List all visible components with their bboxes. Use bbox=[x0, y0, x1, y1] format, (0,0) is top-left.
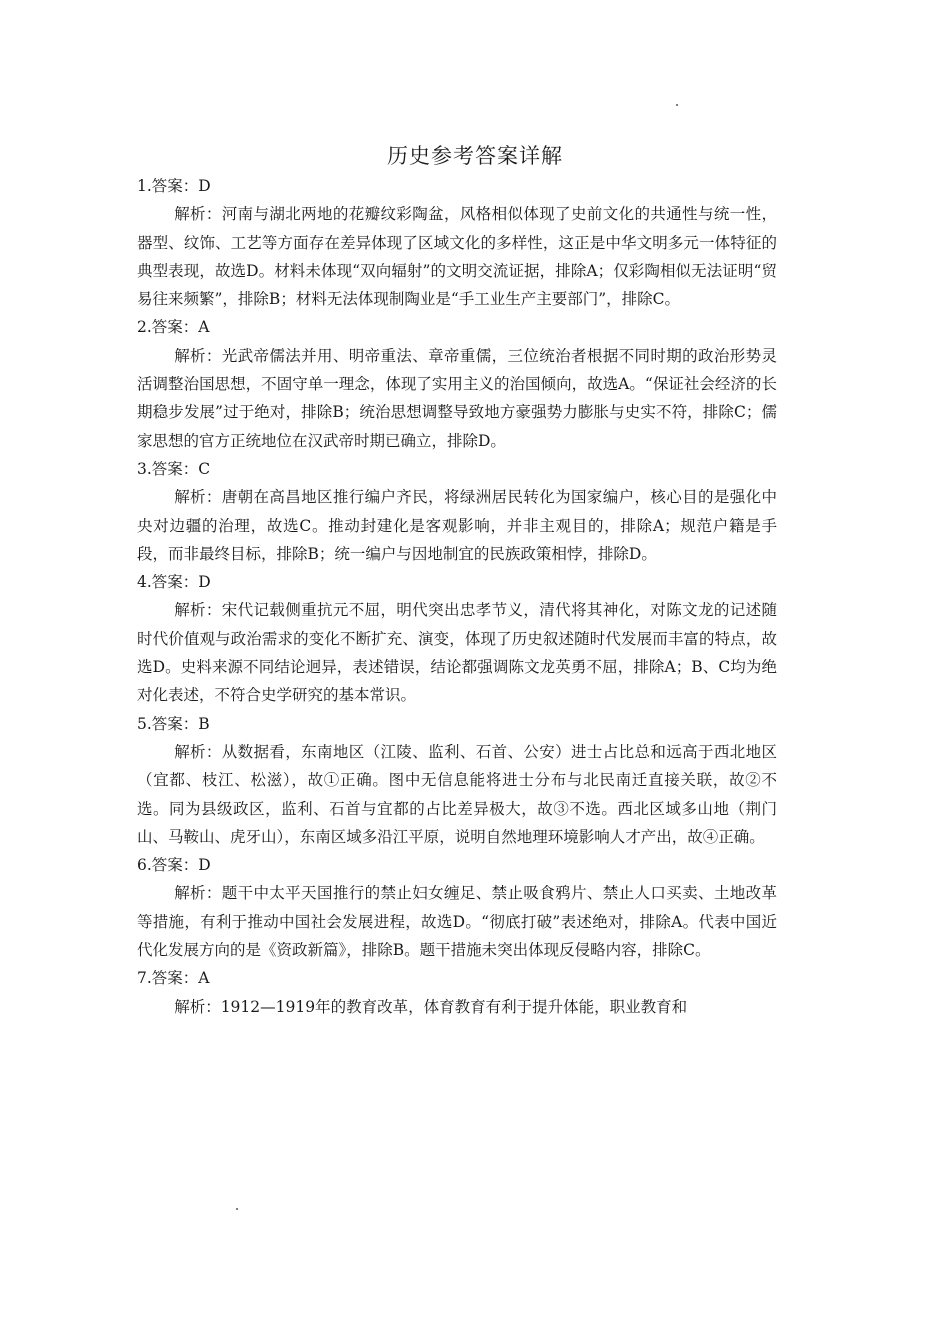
answer-list bbox=[137, 172, 777, 1021]
answer-item-4 bbox=[137, 568, 777, 709]
answer-item-7 bbox=[137, 964, 777, 1021]
answer-item-3 bbox=[137, 455, 777, 568]
answer-line: 5.答案：B bbox=[137, 714, 210, 733]
answer-line: 3.答案：C bbox=[137, 459, 211, 478]
answer-line: 7.答案：A bbox=[137, 969, 210, 988]
analysis-paragraph: 解析：河南与湖北两地的花瓣纹彩陶盆，风格相似体现了史前文化的共通性与统一性，器型、纹饰、工艺等方面存在差异体现了区域文化的多样性，这正是中华文明多元一体特征的典型表现，故选D。材料未体现“双向辐射”的文明交流证据，排除A；仅彩陶相似无法证明“贸易往来频繁”，排除B；材料无法体现制陶业是“手工业生产主要部门”，排除C。 bbox=[137, 205, 777, 309]
answer-item-1 bbox=[137, 172, 777, 313]
answer-line: 4.答案：D bbox=[137, 573, 211, 592]
page-dot-top bbox=[676, 104, 678, 106]
answer-line: 1.答案：D bbox=[137, 177, 211, 195]
answer-line: 6.答案：D bbox=[137, 856, 211, 875]
page-title: 历史参考答案详解 bbox=[387, 144, 563, 168]
answer-item-6 bbox=[137, 851, 777, 964]
analysis-paragraph: 解析：1912—1919年的教育改革，体育教育有利于提升体能，职业教育和 bbox=[174, 997, 688, 1016]
analysis-paragraph: 解析：宋代记载侧重抗元不屈，明代突出忠孝节义，清代将其神化，对陈文龙的记述随时代价值观与政治需求的变化不断扩充、演变，体现了历史叙述随时代发展而丰富的特点，故选D。史料来源不同结论迥异，表述错误，结论都强调陈文龙英勇不屈，排除A；B、C均为绝对化表述，不符合史学研究的基本常识。 bbox=[137, 601, 777, 705]
answer-item-5 bbox=[137, 710, 777, 851]
analysis-paragraph: 解析：题干中太平天国推行的禁止妇女缠足、禁止吸食鸦片、禁止人口买卖、土地改革等措施，有利于推动中国社会发展进程，故选D。“彻底打破”表述绝对，排除A。代表中国近代化发展方向的是《资政新篇》，排除B。题干措施未突出体现反侵略内容，排除C。 bbox=[137, 884, 777, 960]
answer-line: 2.答案：A bbox=[137, 318, 210, 337]
analysis-paragraph: 解析：从数据看，东南地区（江陵、监利、石首、公安）进士占比总和远高于西北地区（宜都、枝江、松滋），故①正确。图中无信息能将进士分布与北民南迁直接关联，故②不选。同为县级政区，监利、石首与宜都的占比差异极大，故③不选。西北区域多山地（荆门山、马鞍山、虎牙山），东南区域多沿江平原，说明自然地理环境影响人才产出，故④正确。 bbox=[137, 742, 777, 846]
analysis-paragraph: 解析：唐朝在高昌地区推行编户齐民，将绿洲居民转化为国家编户，核心目的是强化中央对边疆的治理，故选C。推动封建化是客观影响，并非主观目的，排除A；规范户籍是手段，而非最终目标，排除B；统一编户与因地制宜的民族政策相悖，排除D。 bbox=[137, 488, 777, 563]
page-dot-bottom bbox=[236, 1208, 238, 1210]
answer-item-2 bbox=[137, 313, 777, 454]
analysis-paragraph: 解析：光武帝儒法并用、明帝重法、章帝重儒，三位统治者根据不同时期的政治形势灵活调整治国思想，不固守单一理念，体现了实用主义的治国倾向，故选A。“保证社会经济的长期稳步发展”过于绝对，排除B；统治思想调整导致地方豪强势力膨胀与史实不符，排除C；儒家思想的官方正统地位在汉武帝时期已确立，排除D。 bbox=[137, 346, 777, 450]
